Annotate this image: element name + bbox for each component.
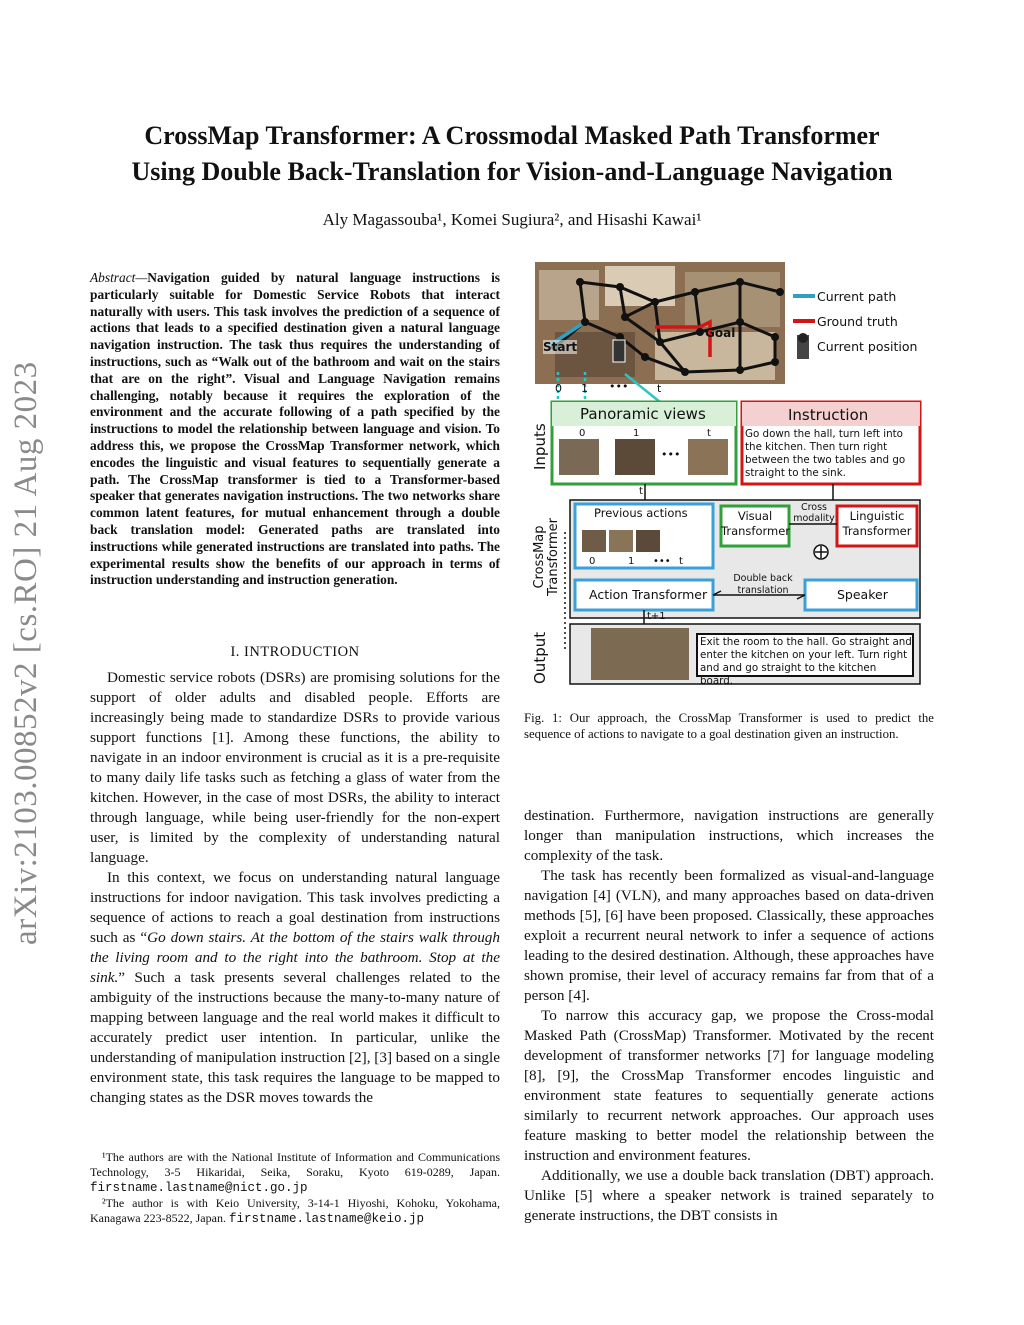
- section-heading-introduction: I. INTRODUCTION: [230, 644, 360, 660]
- previous-actions-title: Previous actions: [594, 506, 688, 520]
- abstract: [90, 270, 500, 589]
- intro-paragraph-1: Domestic service robots (DSRs) are promising solutions for the support of older adults and disabled people. Efforts are increasingly being made to standardize DSRs to provide various support functions [1]. Among these functions, the ability to navigate in an indoor environment is crucial as it is a pre-requisite to many daily life tasks such as fetching a glass of water from the kitchen. However, in the case of most DSRs, the ability to interact through language, while being user-friendly for the non-expert user, is limited by the complexity of understanding natural language.: [90, 669, 500, 866]
- map-index-1: 1: [581, 382, 588, 395]
- action-transformer-label: Action Transformer: [589, 587, 708, 602]
- action-index-t: t: [679, 556, 683, 567]
- intro-p2-end: ” Such a task presents several challenges related to the ambiguity of the instructions because the many-to-many nature of mapping between language and the real world makes it difficult to accurately predict user intention. In particular, unlike the understanding of manipulation instruction [2], [3] based on a single environment state, this task requires the language to be mapped to changing states as the DSR moves towards the: [90, 969, 500, 1106]
- output-panorama: [591, 628, 689, 680]
- goal-label: Goal: [705, 326, 736, 340]
- visual-transformer-label: Visual Transformer: [721, 509, 791, 538]
- caption-text: Our approach, the CrossMap Transformer is used to predict the sequence of actions to navigate to a goal destination given an instruction.: [524, 711, 934, 741]
- view-thumbnail: [615, 439, 655, 475]
- footnote-2-text: ²The author is with Keio University, 3-14-1 Hiyoshi, Kohoku, Yokohama, Kanagawa 223-8522, Japan.: [90, 1196, 500, 1225]
- output-text: Exit the room to the hall. Go straight and enter the kitchen on your left. Turn right and and go straight to the kitchen board.: [700, 636, 912, 687]
- linguistic-transformer-label: Linguistic Transformer: [842, 509, 912, 538]
- output-label: Output: [531, 631, 549, 684]
- figure-caption: [524, 710, 934, 742]
- right-paragraph-2: The task has recently been formalized as visual-and-language navigation [4] (VLN), and many approaches based on data-driven methods [5], [6] have been proposed. Classically, these approaches exploit a recurrent neural network to infer a sequence of actions leading to the desired destination. Although, these approaches have shown promise, their level of accuracy remains far from that of a person [4].: [524, 867, 934, 1004]
- title-line-1: CrossMap Transformer: A Crossmodal Masked Path Transformer: [144, 121, 880, 150]
- intro-p2-start: In this context, we focus on understanding natural language instructions for indoor navigation. This task involves predicting a sequence of actions to reach a goal destination from instructions such as “: [90, 869, 500, 946]
- action-index-1: 1: [628, 556, 635, 567]
- map-index-0: 0: [555, 382, 562, 395]
- view-thumbnail: [688, 439, 728, 475]
- view-thumbnail: [559, 439, 599, 475]
- instruction-text: Go down the hall, turn left into the kitchen. Then turn right between the two tables and go straight to the sink.: [745, 428, 906, 479]
- authors: Aly Magassouba¹, Komei Sugiura², and Hisashi Kawai¹: [322, 210, 702, 229]
- paper-title: [70, 118, 954, 190]
- footnote-1-email: firstname.lastname@nict.go.jp: [90, 1181, 308, 1195]
- instruction-title: Instruction: [788, 406, 869, 424]
- right-column-body: [524, 806, 934, 1226]
- inputs-label: Inputs: [531, 423, 549, 470]
- title-line-2: Using Double Back-Translation for Vision-and-Language Navigation: [131, 157, 893, 186]
- t-arrow-label: t: [639, 486, 643, 497]
- abstract-label: Abstract—: [90, 270, 148, 285]
- abstract-text: Navigation guided by natural language instructions is particularly suitable for Domestic Service Robots that interact naturally with users. This task involves the prediction of a sequence of actions that leads to a specified destination given a natural language navigation instruction. The task thus requires the understanding of instructions, such as “Walk out of the bathroom and wait on the stairs that are on the right”. Visual and Language Navigation remains challenging, notably because it requires the exploration of the environment and the accurate following of a path specified by the instructions to model the relationship between language and vision. To address this, we propose the CrossMap Transformer network, which encodes the linguistic and visual features to sequentially generate a path. The CrossMap transformer is tied to a Transformer-based speaker that generates navigation instructions. The two networks share common latent features, for mutual enhancement through a double back translation model: Generated paths are translated into instructions while generated instructions are translated into paths. The experimental results show the benefits of our approach in terms of instruction understanding and instruction generation.: [90, 270, 500, 588]
- legend-current-position: Current position: [817, 339, 918, 354]
- footnotes: [90, 1150, 500, 1227]
- map-index-t: t: [657, 382, 662, 395]
- introduction-body: [90, 668, 500, 1108]
- view-index-t: t: [707, 428, 711, 439]
- view-dots: •••: [661, 448, 681, 461]
- view-index-1: 1: [633, 428, 640, 439]
- footnote-2-email: firstname.lastname@keio.jp: [228, 1212, 425, 1226]
- view-index-0: 0: [579, 428, 586, 439]
- legend-current-path: Current path: [817, 289, 897, 304]
- panoramic-views-title: Panoramic views: [580, 405, 706, 423]
- footnote-1-text: ¹The authors are with the National Institute of Information and Communications Technology, 3-5 Hikaridai, Seika, Soraku, Kyoto 619-0289, Japan.: [90, 1150, 500, 1179]
- right-paragraph-1: destination. Furthermore, navigation instructions are generally longer than manipulation instructions, which increases the complexity of the task.: [524, 807, 934, 864]
- action-index-0: 0: [589, 556, 596, 567]
- action-dots: •••: [653, 556, 671, 567]
- legend-ground-truth: Ground truth: [817, 314, 898, 329]
- right-paragraph-4: Additionally, we use a double back translation (DBT) approach. Unlike [5] where a speaker network is trained separately to generate instructions, the DBT consists in: [524, 1167, 934, 1224]
- caption-label: Fig. 1:: [524, 711, 562, 725]
- right-paragraph-3: To narrow this accuracy gap, we propose the Cross-modal Masked Path (CrossMap) Transformer. Motivated by the recent development of transformer networks [7] for language modeling [8], [9], the CrossMap Transformer encodes linguistic and environment state features to sequentially generate actions similarly to recurrent network approaches. Our approach uses feature masking to better model the relationship between the instruction and environment features.: [524, 1007, 934, 1164]
- intro-paragraph-2: [90, 868, 500, 1108]
- speaker-label: Speaker: [837, 587, 888, 602]
- footnote-1: [90, 1150, 500, 1196]
- crossmap-label: CrossMap Transformer: [532, 518, 561, 597]
- intro-p2-quote: Go down stairs. At the bottom of the stairs walk through the living room and to the right into the bathroom. Stop at the sink.: [90, 929, 500, 986]
- footnote-2: [90, 1196, 500, 1227]
- figure-1: [525, 262, 935, 694]
- start-label: Start: [543, 340, 578, 354]
- double-back-translation-label: Double back translation: [733, 573, 793, 596]
- cross-modality-label: Cross modality: [793, 502, 835, 524]
- arxiv-stamp: arXiv:2103.00852v2 [cs.RO] 21 Aug 2023: [8, 361, 44, 945]
- t-plus-1-label: t+1: [647, 611, 666, 622]
- map-dots: •••: [609, 380, 629, 393]
